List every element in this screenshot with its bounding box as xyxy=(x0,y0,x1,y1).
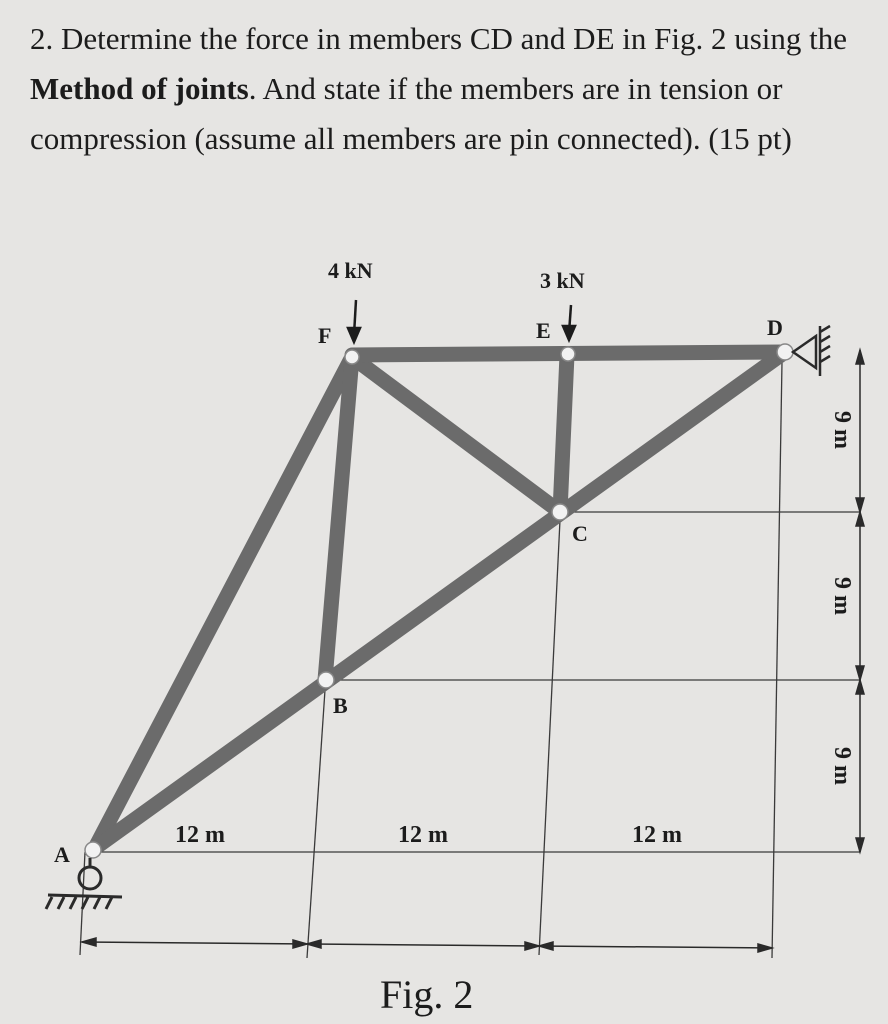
dim-label-3: 12 m xyxy=(632,822,682,848)
vertical-dimension xyxy=(856,350,864,852)
arrow-left xyxy=(82,938,96,946)
ext-b-vertical xyxy=(307,690,325,958)
hatch-d2 xyxy=(820,336,830,342)
vdim-label-3: 9 m xyxy=(829,747,855,785)
arrow-right xyxy=(758,944,772,952)
problem-bold-method: Method of joints xyxy=(30,71,249,106)
hatch-6 xyxy=(106,897,112,909)
load-label-f: 4 kN xyxy=(328,258,373,283)
member-af xyxy=(95,357,352,848)
hatch-d3 xyxy=(820,346,830,352)
support-d-triangle xyxy=(793,336,816,368)
figure-caption: Fig. 2 xyxy=(380,972,474,1017)
dimension-line-horizontal xyxy=(82,942,772,948)
dim-label-2: 12 m xyxy=(398,822,448,848)
problem-number: 2. xyxy=(30,21,54,56)
member-ec xyxy=(560,355,567,512)
joint-label-e: E xyxy=(536,318,551,343)
arrow-c-bottom xyxy=(856,512,864,526)
joint-label-b: B xyxy=(333,693,348,718)
joint-e xyxy=(561,347,575,361)
arrow-top xyxy=(856,350,864,364)
vdim-label-2: 9 m xyxy=(829,577,855,615)
joint-label-d: D xyxy=(767,315,783,340)
hatch-2 xyxy=(58,897,64,909)
joint-label-c: C xyxy=(572,521,588,546)
joint-c xyxy=(552,504,568,520)
problem-text-end: . And state if the members are in tension or compression (assume all members are pin connected). (15 pt) xyxy=(30,71,792,156)
truss-members xyxy=(95,352,785,848)
hatch-d1 xyxy=(820,326,830,332)
dim-label-1: 12 m xyxy=(175,822,225,848)
ext-d-vertical xyxy=(772,362,782,958)
load-label-e: 3 kN xyxy=(540,268,585,293)
vdim-label-1: 9 m xyxy=(829,411,855,449)
joint-label-f: F xyxy=(318,323,332,348)
arrow-bottom xyxy=(856,838,864,852)
load-arrow-e-head xyxy=(563,326,575,340)
hatch-d4 xyxy=(820,356,830,362)
member-fc xyxy=(352,357,560,512)
joint-d xyxy=(777,344,793,360)
arrow-b-out xyxy=(307,940,321,948)
hatch-5 xyxy=(94,897,100,909)
problem-text-start: Determine the force in members CD and DE in Fig. 2 using the xyxy=(61,21,848,56)
hatch-1 xyxy=(46,897,52,909)
joint-b xyxy=(318,672,334,688)
joint-f xyxy=(345,350,359,364)
joint-label-a: A xyxy=(54,842,70,867)
arrow-b-bottom xyxy=(856,680,864,694)
load-arrow-f-head xyxy=(348,328,360,342)
support-d xyxy=(793,326,830,376)
arrow-c-out xyxy=(539,942,553,950)
hatch-3 xyxy=(70,897,76,909)
joint-a xyxy=(85,842,101,858)
ext-c-vertical xyxy=(539,520,560,955)
support-a-circle xyxy=(79,867,101,889)
horizontal-dimension xyxy=(82,938,772,952)
